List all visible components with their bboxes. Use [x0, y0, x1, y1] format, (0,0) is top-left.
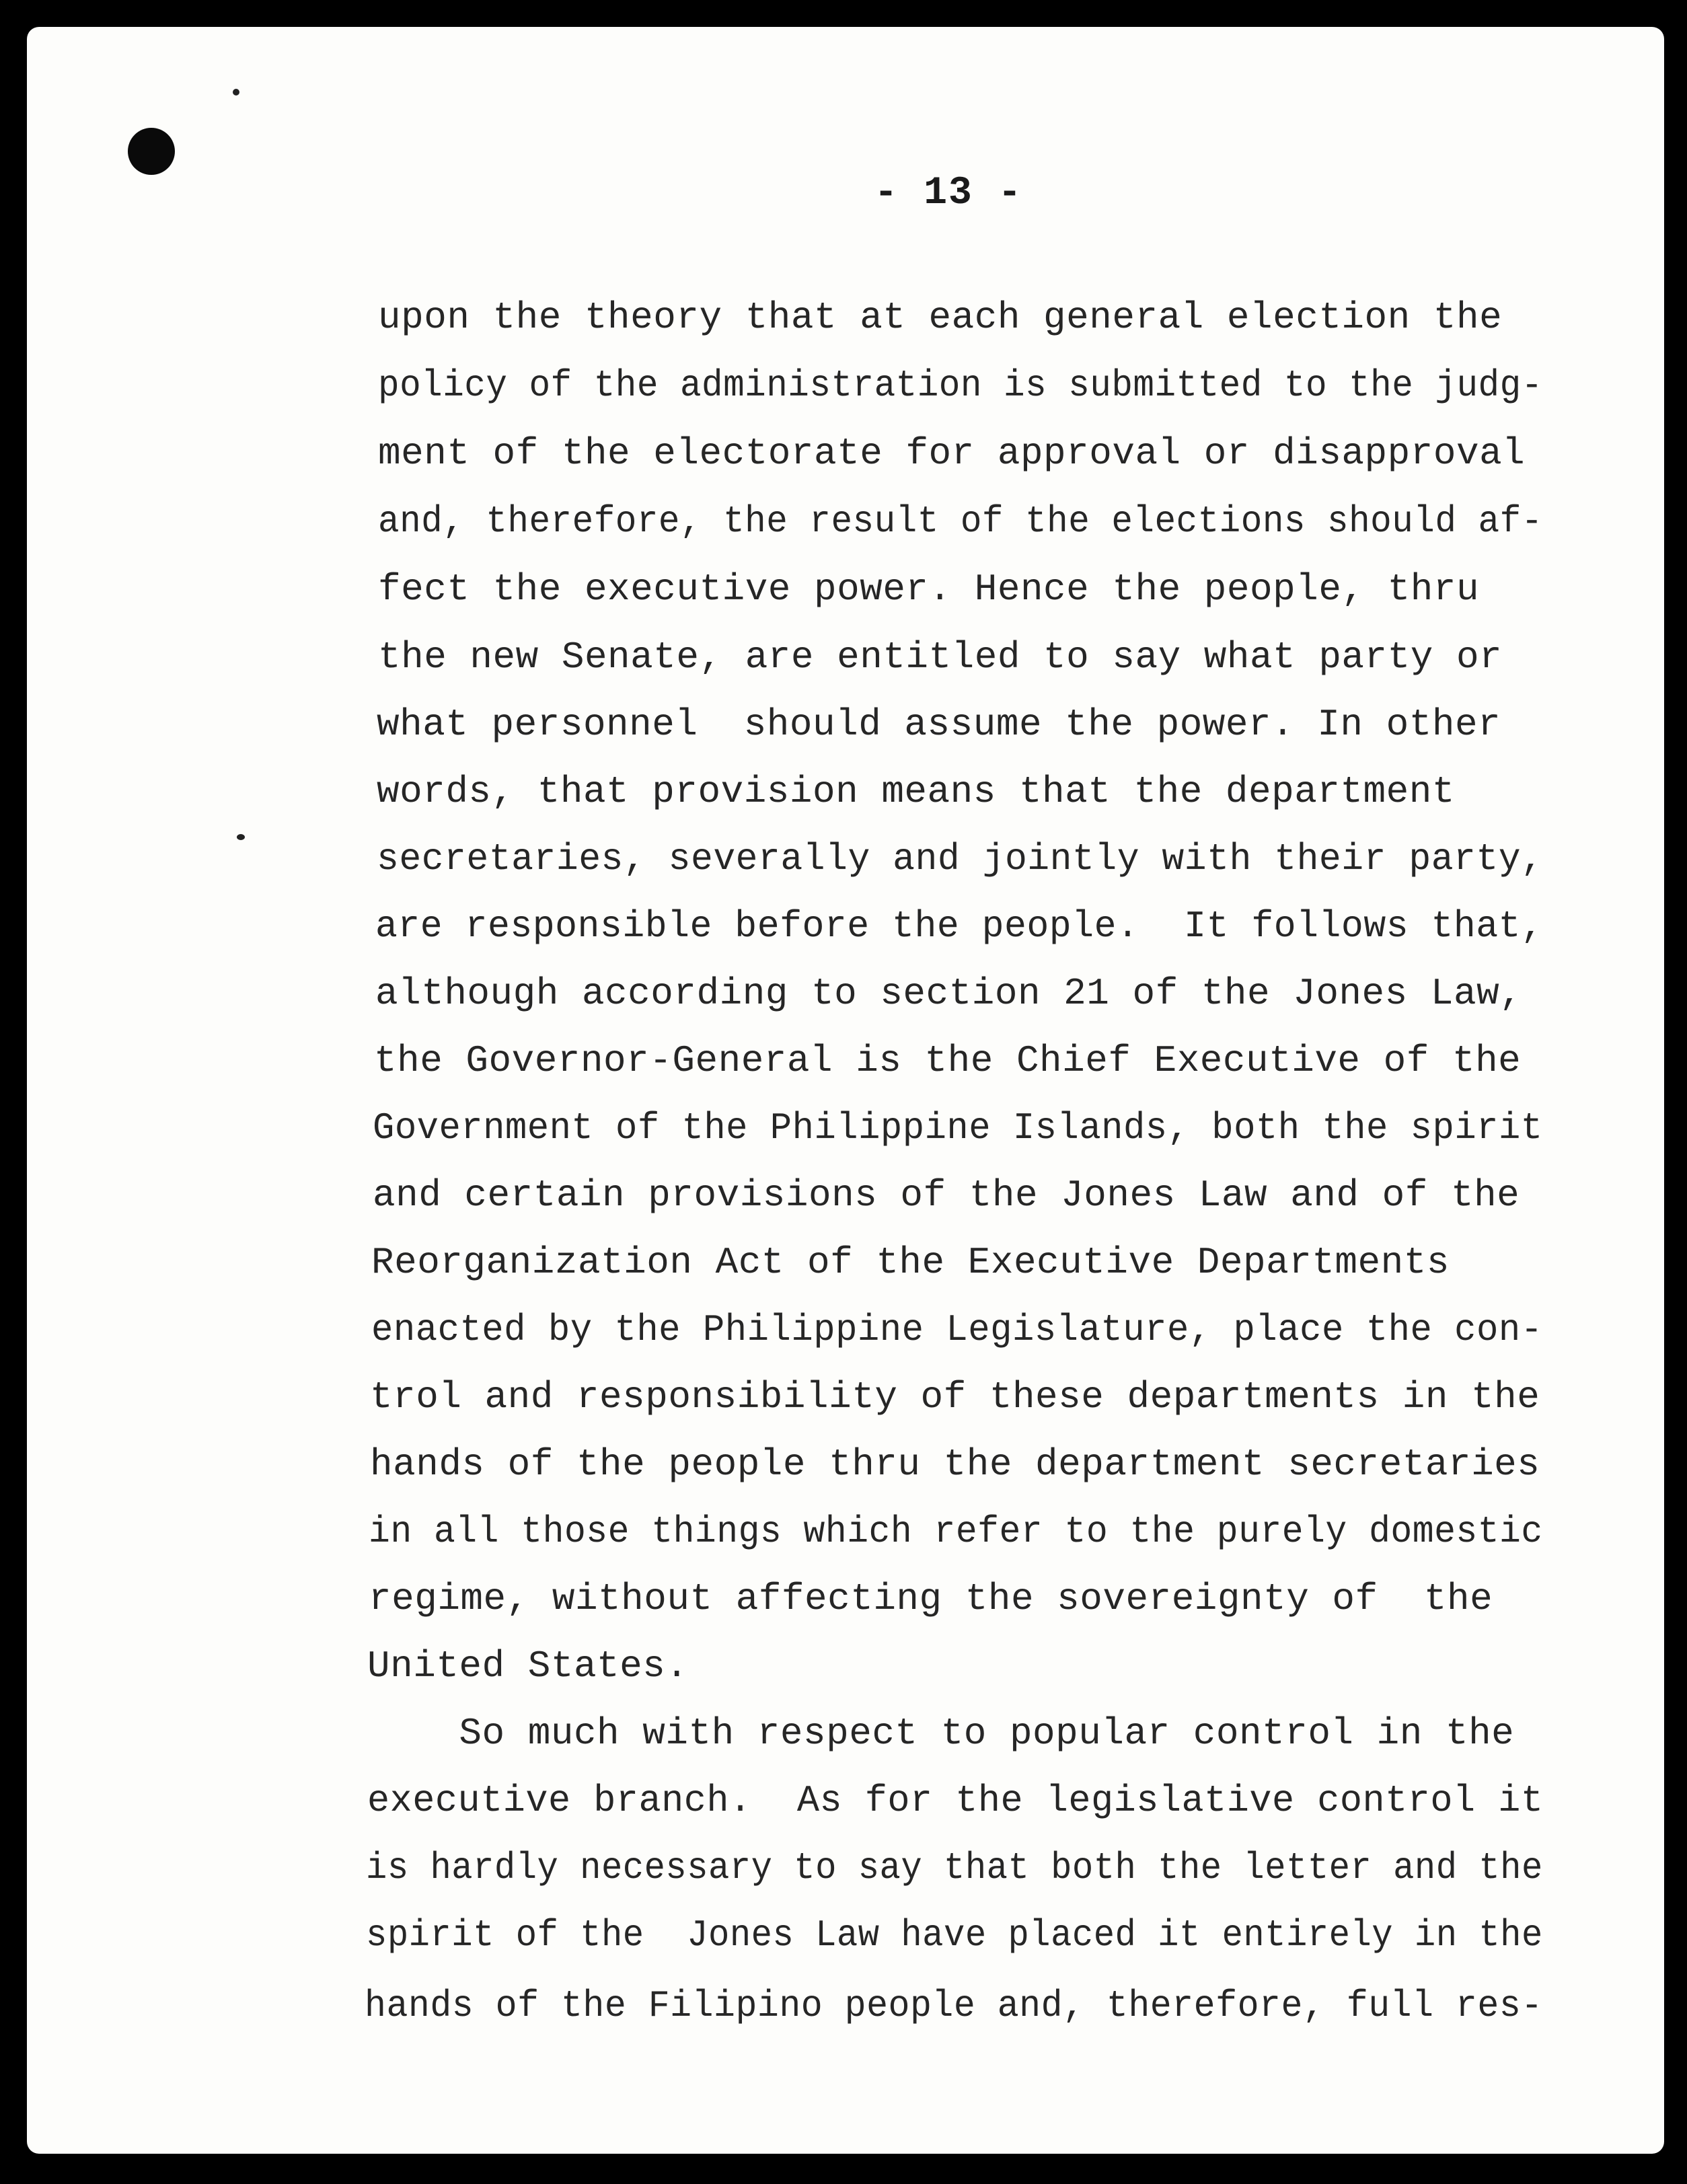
- text-line: regime, without affecting the sovereignty of the: [369, 1577, 1493, 1620]
- text-line: the new Senate, are entitled to say what party or: [378, 636, 1503, 679]
- text-line: Government of the Philippine Islands, both the spirit: [373, 1106, 1543, 1150]
- page-number: - 13 -: [874, 172, 1023, 215]
- text-line: So much with respect to popular control in the: [367, 1712, 1515, 1755]
- text-line: the Governor-General is the Chief Executive of the: [374, 1039, 1522, 1082]
- ink-speck: [237, 834, 245, 840]
- text-line: what personnel should assume the power. In other: [377, 703, 1501, 746]
- text-line: United States.: [367, 1645, 689, 1688]
- text-line: enacted by the Philippine Legislature, place the con-: [371, 1308, 1543, 1351]
- text-line: fect the executive power. Hence the people, thru: [378, 568, 1480, 611]
- text-line: Reorganization Act of the Executive Departments: [371, 1241, 1450, 1284]
- text-line: is hardly necessary to say that both the letter and the: [366, 1846, 1543, 1889]
- text-line: are responsible before the people. It follows that,: [375, 905, 1544, 948]
- text-line: hands of the Filipino people and, therefore, full res-: [365, 1984, 1543, 2027]
- text-line: upon the theory that at each general election the: [378, 296, 1503, 339]
- document-page: [27, 27, 1664, 2154]
- text-line: although according to section 21 of the Jones Law,: [375, 972, 1523, 1015]
- text-line: secretaries, severally and jointly with their party,: [377, 837, 1544, 880]
- text-line: ment of the electorate for approval or disapproval: [378, 432, 1526, 475]
- text-line: executive branch. As for the legislative control it: [367, 1779, 1544, 1822]
- text-line: in all those things which refer to the purely domestic: [369, 1510, 1543, 1553]
- punch-hole: [128, 128, 175, 175]
- text-line: and, therefore, the result of the elections should af-: [378, 500, 1543, 543]
- text-line: policy of the administration is submitted to the judg-: [378, 364, 1543, 407]
- text-line: trol and responsibility of these departments in the: [370, 1376, 1540, 1419]
- text-line: hands of the people thru the department secretaries: [370, 1443, 1540, 1486]
- ink-speck: [233, 89, 239, 96]
- text-line: spirit of the Jones Law have placed it entirely in the: [366, 1914, 1543, 1957]
- text-line: and certain provisions of the Jones Law and of the: [373, 1174, 1520, 1217]
- text-line: words, that provision means that the department: [377, 770, 1455, 813]
